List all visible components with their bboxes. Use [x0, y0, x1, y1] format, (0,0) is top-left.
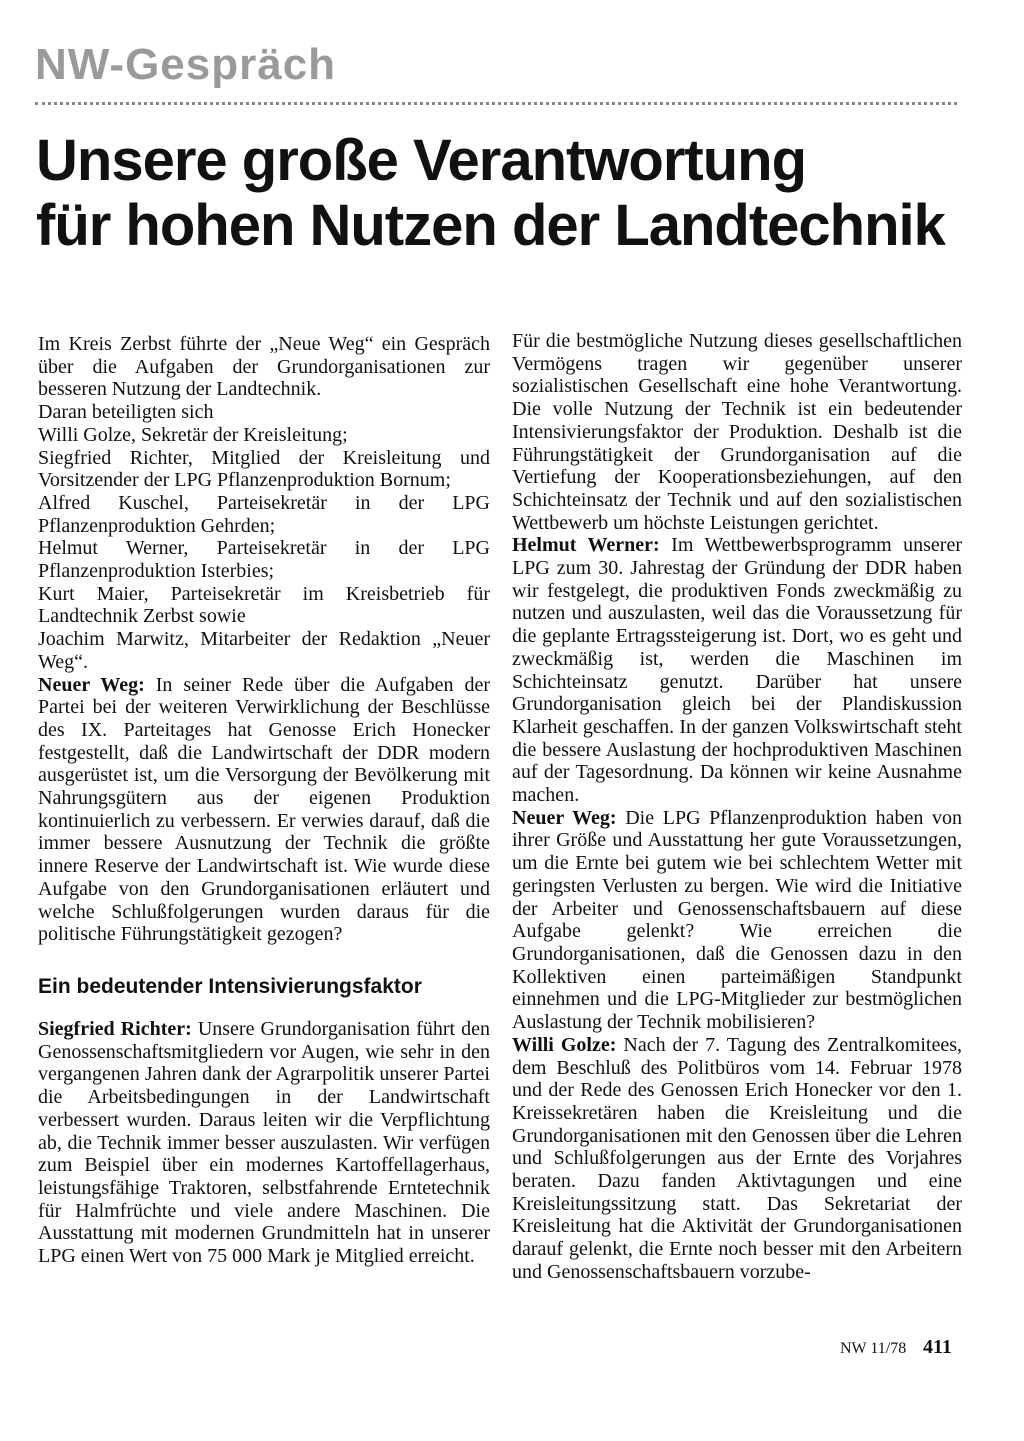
participants-lead: Daran beteiligten sich — [38, 401, 214, 424]
participant: Willi Golze, Sekretär der Kreisleitung; — [38, 423, 348, 446]
issue-label: NW 11/78 — [840, 1340, 907, 1357]
paragraph — [38, 1018, 490, 1268]
paragraph-text: Im Wettbewerbsprogramm unserer LPG zum 30. Jahrestag der Gründung der DDR haben wir festgelegt, die produktiven Fonds zweckmäßig zu nutzen und auszulasten, weil das die Voraussetzung für die geplante Ertragssteigerung ist. Dort, wo es geht und zweckmäßig ist, werden die Maschinen im Schichteinsatz genutzt. Darüber hat unsere Grundorganisation gleich bei der Plandiskussion Klarheit geschaffen. In der ganzen Volkswirtschaft steht die bessere Auslastung der hochproduktiven Maschinen auf der Tagesordnung. Da können wir keine Ausnahme machen. — [512, 534, 962, 807]
speaker-label: Helmut Werner: — [512, 534, 660, 557]
subheading: Ein bedeutender Intensivierungsfaktor — [38, 974, 422, 998]
paragraph-text: Die LPG Pflanzenproduktion haben von ihrer Größe und Ausstattung her gute Voraussetzungen, um die Ernte bei gutem wie bei schlechtem Wetter mit geringsten Verlusten zu bergen. Wie wird die Initiative der Arbeiter und Genossenschaftsbauern auf diese Aufgabe gelenkt? Wie erreichen die Grundorganisationen, daß die Genossen dazu in den Kollektiven einen parteimäßigen Standpunkt einnehmen und die LPG-Mitglieder zur bestmöglichen Auslastung der Technik mobilisieren? — [512, 806, 962, 1034]
paragraph-text: Unsere Grundorganisation führt den Genossenschaftsmitgliedern vor Augen, wie sehr in den vergangenen Jahren dank der Agrarpolitik unserer Partei die Arbeitsbedingungen in der Landwirtschaft verbessert wurden. Daraus leiten wir die Verpflichtung ab, die Technik immer besser auszulasten. Wir verfügen zum Beispiel über ein modernes Kartoffellagerhaus, leistungsfähige Traktoren, selbstfahrende Erntetechnik für Halmfrüchte und viele andere Maschinen. Die Ausstattung mit modernen Grundmitteln hat in unserer LPG einen Wert von 75 000 Mark je Mitglied erreicht. — [38, 1017, 490, 1268]
speaker-label: Willi Golze: — [512, 1033, 617, 1056]
paragraph — [38, 674, 490, 946]
left-column — [38, 333, 490, 1268]
intro-text: Im Kreis Zerbst führte der „Neue Weg“ ein Gespräch über die Aufgaben der Grundorganisationen zur besseren Nutzung der Landtechnik. — [38, 333, 490, 401]
paragraph — [512, 330, 962, 534]
participant: Helmut Werner, Parteisekretär in der LPG Pflanzenproduktion Isterbies; — [38, 537, 490, 583]
paragraph-text: Für die bestmögliche Nutzung dieses gesellschaftlichen Vermögens tragen wir gegenüber unserer sozialistischen Gesellschaft eine hohe Verantwortung. Die volle Nutzung der Technik ist ein bedeutender Intensivierungsfaktor der Produktion. Deshalb ist die Führungstätigkeit der Grundorganisation auf die Vertiefung der Kooperationsbeziehungen, auf den Schichteinsatz der Technik und auf den sozialistischen Wettbewerb um höchste Leistungen gerichtet. — [512, 330, 962, 534]
paragraph — [512, 1034, 962, 1284]
section-rule — [35, 102, 957, 105]
page-title — [36, 128, 976, 258]
participant: Kurt Maier, Parteisekretär im Kreisbetrieb für Landtechnik Zerbst sowie — [38, 582, 490, 628]
paragraph-text: In seiner Rede über die Aufgaben der Partei bei der weiteren Verwirklichung der Beschlüsse des IX. Parteitages hat Genosse Erich Honecker festgestellt, daß die Landwirtschaft der DDR modern ausgerüstet ist, um die Versorgung der Bevölkerung mit Nahrungsgütern aus der eigenen Produktion kontinuierlich zu verbessern. Er verwies darauf, daß die immer bessere Ausnutzung der Technik die größte innere Reserve der Landwirtschaft ist. Wie wurde diese Aufgabe von den Grundorganisationen erläutert und welche Schlußfolgerungen wurden daraus für die politische Führungstätigkeit gezogen? — [38, 673, 490, 946]
participant: Alfred Kuschel, Parteisekretär in der LPG Pflanzenproduktion Gehrden; — [38, 491, 490, 537]
speaker-label: Neuer Weg: — [38, 673, 145, 696]
paragraph — [512, 807, 962, 1034]
speaker-label: Siegfried Richter: — [38, 1017, 192, 1040]
section-label: NW-Gespräch — [35, 40, 337, 89]
page-number: 411 — [923, 1336, 952, 1358]
headline-line-2: für hohen Nutzen der Landtechnik — [36, 193, 945, 258]
headline-line-1: Unsere große Verantwortung — [36, 128, 807, 193]
right-column — [512, 330, 962, 1284]
participant: Siegfried Richter, Mitglied der Kreisleitung und Vorsitzender der LPG Pflanzenproduktion Bornum; — [38, 446, 490, 492]
participant: Joachim Marwitz, Mitarbeiter der Redaktion „Neuer Weg“. — [38, 628, 490, 673]
paragraph — [512, 534, 962, 806]
speaker-label: Neuer Weg: — [512, 806, 617, 829]
paragraph-text: Nach der 7. Tagung des Zentralkomitees, dem Beschluß des Politbüros vom 14. Februar 1978 und der Rede des Genossen Erich Honecker vor den 1. Kreissekretären haben die Kreisleitung und die Grundorganisationen mit den Genossen über die Lehren und Schlußfolgerungen aus der Ernte des Vorjahres beraten. Dazu fanden Aktivtagungen und eine Kreisleitungssitzung statt. Das Sekretariat der Kreisleitung hat die Aktivität der Grundorganisationen darauf gelenkt, die Ernte noch besser mit den Arbeitern und Genossenschaftsbauern vorzube- — [512, 1033, 962, 1283]
